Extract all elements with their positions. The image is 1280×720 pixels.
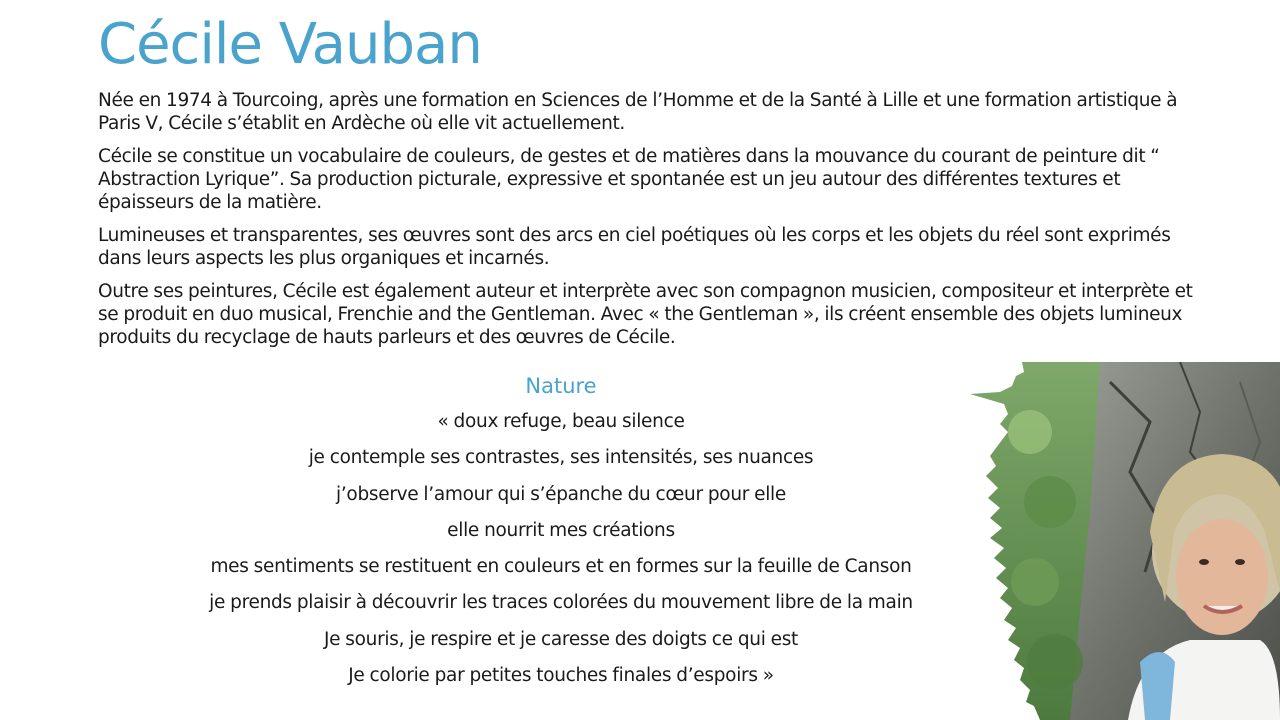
poem-line: je prends plaisir à découvrir les traces colorées du mouvement libre de la main: [209, 592, 913, 614]
poem-line: elle nourrit mes créations: [447, 519, 675, 541]
poem-line: mes sentiments se restituent en couleurs et en formes sur la feuille de Canson: [210, 556, 912, 578]
bio-paragraph: Lumineuses et transparentes, ses œuvres sont des arcs en ciel poétiques où les corps et les objets du réel sont exprimés dans leurs aspects les plus organiques et incarnés.: [98, 225, 1171, 269]
bio-paragraph: Outre ses peintures, Cécile est également auteur et interprète avec son compagnon musicien, compositeur et interprète et se produit en duo musical, Frenchie and the Gentleman. Avec « the Gentleman », ils créent ensemble des objets lumineux produits du recyclage de hauts parleurs et des œuvres de Cécile.: [98, 281, 1193, 348]
bio-paragraph: Née en 1974 à Tourcoing, après une formation en Sciences de l’Homme et de la Santé à Lille et une formation artistique à Paris V, Cécile s’établit en Ardèche où elle vit actuellement.: [98, 90, 1178, 134]
poem-title: Nature: [525, 374, 597, 398]
poem-line: Je souris, je respire et je caresse des doigts ce qui est: [323, 628, 799, 650]
biography: [98, 89, 1198, 359]
poem-line: « doux refuge, beau silence: [437, 411, 685, 432]
poem: [150, 368, 972, 694]
bio-paragraph: Cécile se constitue un vocabulaire de couleurs, de gestes et de matières dans la mouvance du courant de peinture dit “ Abstraction Lyrique”. Sa production picturale, expressive et spontanée est un jeu autour des différentes textures et épaisseurs de la matière.: [98, 146, 1160, 213]
poem-line: j’observe l’amour qui s’épanche du cœur pour elle: [336, 483, 786, 505]
artist-portrait-photo: [960, 362, 1280, 720]
poem-line: je contemple ses contrastes, ses intensités, ses nuances: [308, 447, 814, 469]
page-title: Cécile Vauban: [98, 12, 482, 77]
poem-line: Je colorie par petites touches finales d’espoirs »: [348, 665, 774, 687]
